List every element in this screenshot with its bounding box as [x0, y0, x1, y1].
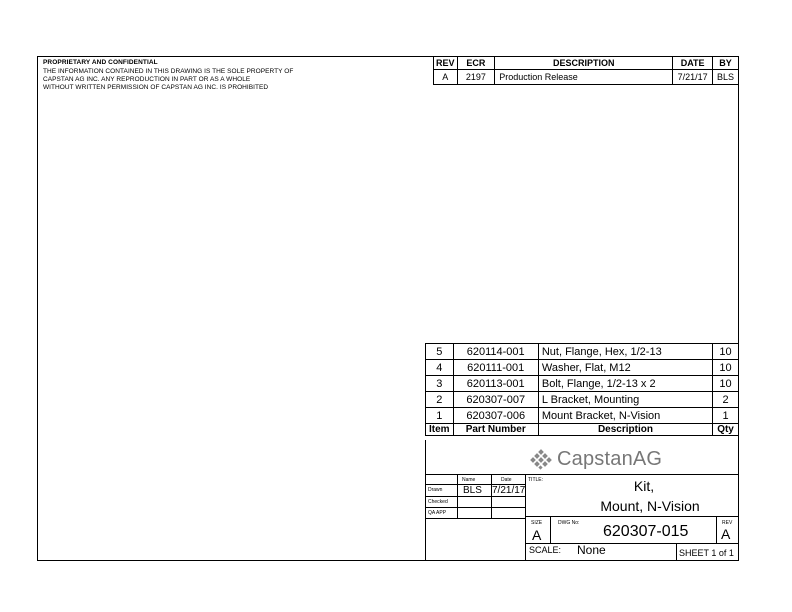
revision-table	[433, 56, 739, 85]
table-row	[426, 344, 739, 360]
notice-title: PROPRIETARY AND CONFIDENTIAL	[43, 59, 158, 66]
capstan-logo	[529, 446, 662, 472]
table-row	[426, 360, 739, 376]
bill-of-materials	[425, 343, 739, 436]
rev-cell: A	[434, 70, 458, 85]
drawn-label: Drawn	[428, 487, 443, 493]
size-divider	[550, 516, 551, 543]
rev-value: A	[721, 526, 731, 542]
bom-qty: 10	[713, 344, 739, 360]
drawing-title	[526, 476, 738, 516]
date-header: DATE	[673, 57, 713, 70]
title-block-left-border	[425, 440, 426, 561]
bom-description: Nut, Flange, Hex, 1/2-13	[538, 344, 712, 360]
bom-qty: 2	[713, 392, 739, 408]
bom-qty: 10	[713, 376, 739, 392]
table-row	[426, 376, 739, 392]
dwg-label: DWG No:	[558, 520, 580, 526]
scale-divider	[525, 543, 739, 544]
qa-label: QA APP	[428, 510, 447, 516]
dwg-divider	[525, 516, 739, 517]
grid-line	[425, 507, 525, 508]
table-row	[426, 408, 739, 424]
scale-label: SCALE:	[529, 545, 562, 555]
bom-qty: 10	[713, 360, 739, 376]
revision-row	[434, 70, 739, 85]
grid-line	[425, 518, 525, 519]
bom-part-number: 620114-001	[453, 344, 538, 360]
bom-item: 3	[426, 376, 454, 392]
name-label: Name	[462, 477, 476, 483]
title-line-2: Mount, N-Vision	[600, 498, 700, 514]
bom-part-number: 620113-001	[453, 376, 538, 392]
rev-label: REV	[722, 520, 733, 526]
bom-description: Washer, Flat, M12	[538, 360, 712, 376]
sheet-divider	[676, 543, 677, 561]
item-header: Item	[426, 424, 454, 436]
notice-line: CAPSTAN AG INC. ANY REPRODUCTION IN PART OR AS A WHOLE	[43, 76, 251, 83]
rev-divider	[716, 516, 717, 543]
checked-label: Checked	[428, 499, 448, 505]
date-cell: 7/21/17	[673, 70, 713, 85]
bom-description: Bolt, Flange, 1/2-13 x 2	[538, 376, 712, 392]
part-number-header: Part Number	[453, 424, 538, 436]
logo-divider	[425, 474, 739, 475]
notice-line: WITHOUT WRITTEN PERMISSION OF CAPSTAN AG INC. IS PROHIBITED	[43, 84, 269, 91]
rev-header: REV	[434, 57, 458, 70]
by-header: BY	[713, 57, 739, 70]
title-label: TITLE:	[528, 477, 544, 483]
drawn-name: BLS	[463, 485, 482, 496]
drawn-date: 7/21/17	[492, 485, 526, 496]
bom-description: Mount Bracket, N-Vision	[538, 408, 712, 424]
bom-part-number: 620111-001	[453, 360, 538, 376]
by-cell: BLS	[713, 70, 739, 85]
drawing-number: 620307-015	[603, 523, 689, 540]
table-row	[426, 392, 739, 408]
sheet-number: SHEET 1 of 1	[679, 548, 734, 558]
grid-line	[457, 475, 458, 519]
logo-wordmark: CapstanAG	[557, 447, 663, 470]
description-cell: Production Release	[495, 70, 673, 85]
bom-header-row	[426, 424, 739, 436]
bom-part-number: 620307-006	[453, 408, 538, 424]
grid-line	[491, 475, 492, 519]
bom-description: L Bracket, Mounting	[538, 392, 712, 408]
bom-item: 5	[426, 344, 454, 360]
date-label: Date	[501, 477, 512, 483]
capstan-logo-icon	[529, 447, 553, 471]
qty-header: Qty	[713, 424, 739, 436]
size-label: SIZE	[531, 520, 543, 526]
notice-line: THE INFORMATION CONTAINED IN THIS DRAWING IS THE SOLE PROPERTY OF	[43, 68, 294, 75]
bom-item: 1	[426, 408, 454, 424]
revision-header-row	[434, 57, 739, 70]
scale-value: None	[577, 543, 606, 557]
bom-item: 2	[426, 392, 454, 408]
grid-line	[425, 496, 525, 497]
bom-item: 4	[426, 360, 454, 376]
description-header: DESCRIPTION	[495, 57, 673, 70]
title-line-1: Kit,	[633, 478, 655, 494]
bom-qty: 1	[713, 408, 739, 424]
size-value: A	[532, 527, 542, 543]
ecr-cell: 2197	[457, 70, 495, 85]
description-header: Description	[538, 424, 712, 436]
bom-part-number: 620307-007	[453, 392, 538, 408]
ecr-header: ECR	[457, 57, 495, 70]
